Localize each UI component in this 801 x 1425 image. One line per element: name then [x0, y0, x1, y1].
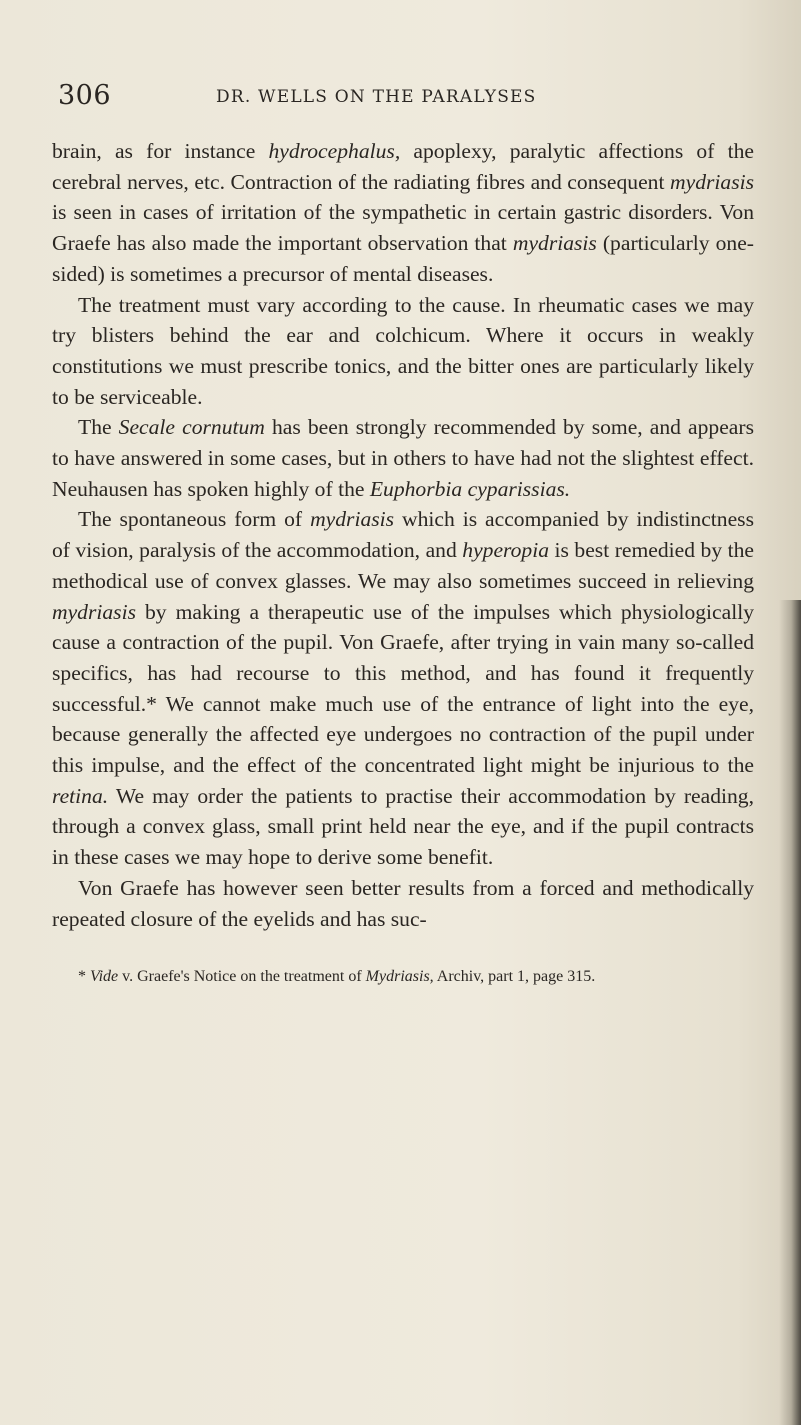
- italic-term: retina.: [52, 783, 109, 808]
- paragraph-4: [52, 504, 754, 872]
- paragraph-5: [52, 873, 754, 934]
- italic-term: mydriasis: [512, 231, 597, 256]
- body-text: [52, 136, 754, 934]
- text-span: The: [78, 415, 119, 440]
- running-head: DR. WELLS ON THE PARALYSES: [216, 87, 537, 107]
- text-span: which is accompanied by indistinctness of vision, paralysis of the accommodation, and: [52, 507, 754, 563]
- italic-term: Euphorbia cyparissias.: [369, 476, 571, 501]
- italic-term: mydriasis: [52, 599, 136, 624]
- text-span: We may order the patients to practise their accommodation by reading, through a convex glass, small print held near the eye, and if the pupil contracts in these cases we may hope to derive some benefit.: [52, 783, 754, 870]
- paragraph-2: [52, 290, 754, 413]
- paragraph-1: [52, 136, 754, 290]
- text-span: *: [78, 968, 90, 985]
- text-span: has been strongly recommended by some, and appears to have answered in some cases, but in others to have had not the slightest effect. Neuhausen has spoken highly of the: [52, 415, 754, 501]
- italic-term: hydrocephalus,: [268, 139, 401, 163]
- italic-term: mydriasis: [310, 507, 395, 532]
- text-span: apoplexy, paralytic affections of the cerebral nerves, etc. Contraction of the radiating fibres and consequent: [52, 139, 754, 194]
- text-span: v. Graefe's Notice on the treatment of: [118, 968, 366, 985]
- text-span: is best remedied by the methodical use of convex glasses. We may also sometimes succeed in relieving: [52, 538, 754, 593]
- text-span: The spontaneous form of: [78, 507, 311, 532]
- italic-term: Vide: [90, 968, 119, 985]
- text-span: The treatment must vary according to the cause. In rheumatic cases we may try blisters behind the ear and colchicum. Where it occurs in weakly constitutions we must prescribe tonics, and the bitter ones are particularly likely to be serviceable.: [52, 292, 754, 409]
- text-span: brain, as for instance: [52, 139, 269, 163]
- page-header: [58, 80, 748, 120]
- page-edge-shadow: [779, 600, 801, 1425]
- text-span: Von Graefe has however seen better results from a forced and methodically repeated closure of the eyelids and has suc-: [52, 875, 754, 931]
- text-span: by making a therapeutic use of the impulses which physiologically cause a contraction of the pupil. Von Graefe, after trying in vain many so-called specifics, has had recourse to this method, and has found it frequently successful.* We cannot make much use of the entrance of light into the eye, because generally the affected eye undergoes no contraction of the pupil under this impulse, and the effect of the concentrated light might be injurious to the: [52, 599, 754, 778]
- text-span: (particularly one-sided) is sometimes a precursor of mental diseases.: [52, 231, 754, 286]
- italic-term: hyperopia: [462, 538, 550, 563]
- italic-term: Secale cornutum: [118, 415, 265, 440]
- text-span: is seen in cases of irritation of the sympathetic in certain gastric disorders. Von Graefe has also made the important observation that: [52, 200, 754, 256]
- text-span: Archiv, part 1, page 315.: [433, 968, 596, 985]
- footnote: [52, 966, 752, 987]
- page-number: 306: [58, 80, 112, 111]
- paragraph-3: [52, 412, 754, 504]
- italic-term: Mydriasis,: [365, 968, 434, 985]
- italic-term: mydriasis: [670, 169, 754, 194]
